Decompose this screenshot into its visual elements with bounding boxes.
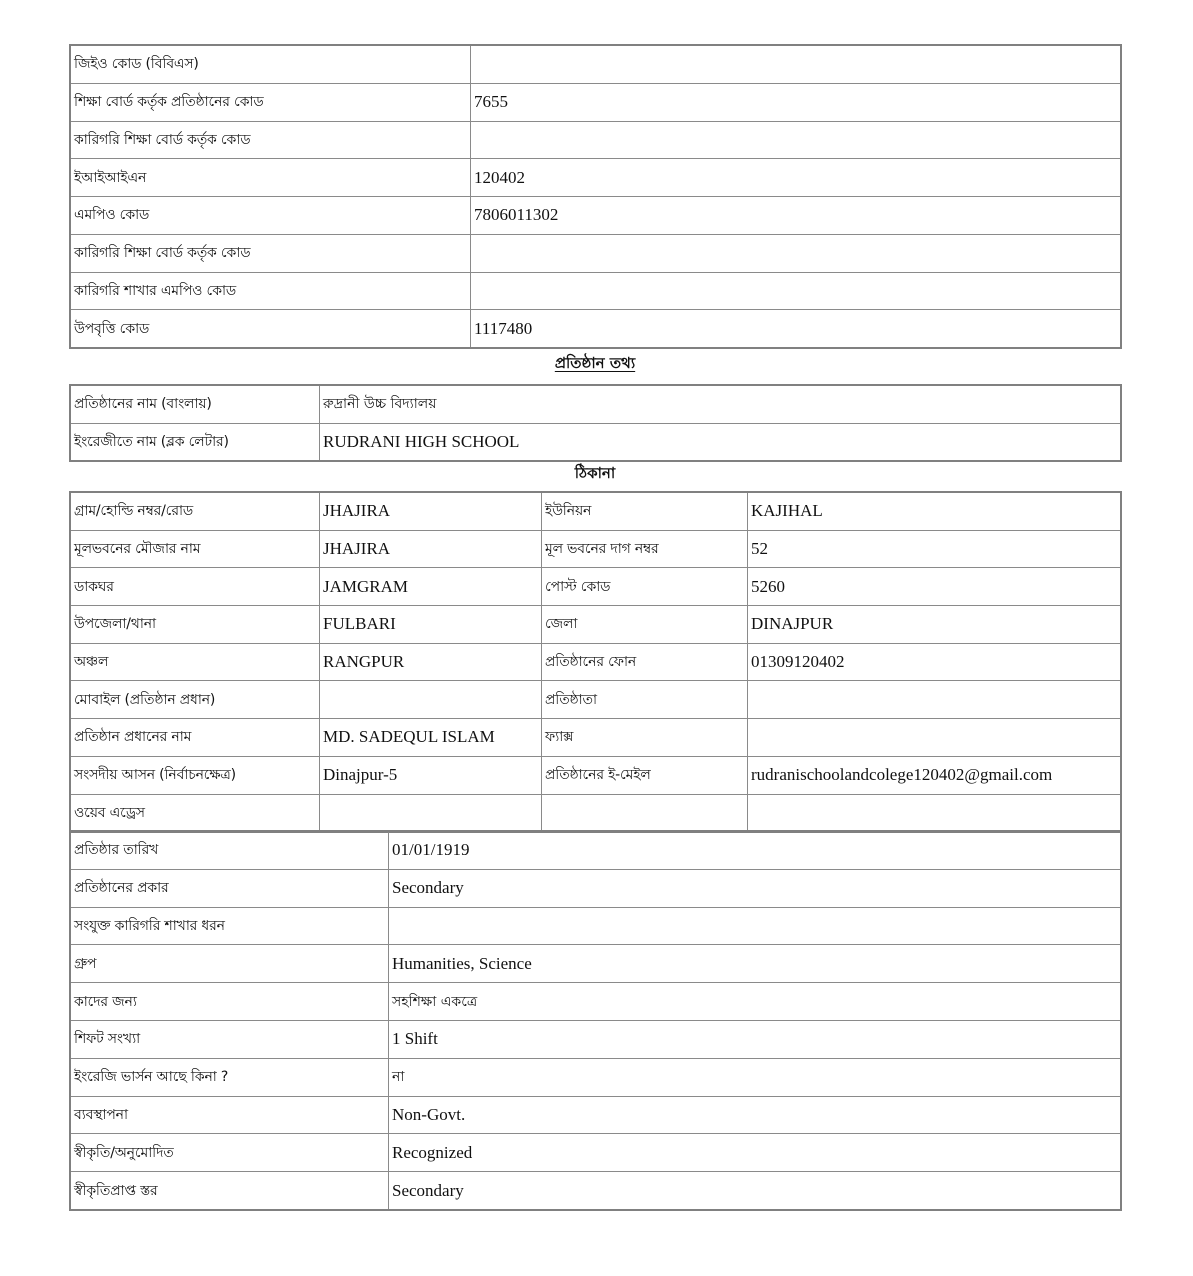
established-date-value: 01/01/1919 [389,832,1121,870]
group-value: Humanities, Science [389,945,1121,983]
eiin-value: 120402 [471,159,1121,197]
post-office-label: ডাকঘর [71,568,320,606]
constituency-value: Dinajpur-5 [320,756,542,794]
phone-value: 01309120402 [748,643,1121,681]
stipend-code-value: 1117480 [471,310,1121,348]
for-whom-label: কাদের জন্য [71,983,389,1021]
dag-number-label: মূল ভবনের দাগ নম্বর [542,530,748,568]
management-value: Non-Govt. [389,1096,1121,1134]
recognized-level-value: Secondary [389,1172,1121,1210]
table-row [71,568,1121,606]
table-row [71,83,1121,121]
founder-value [748,681,1121,719]
geo-code-label: জিইও কোড (বিবিএস) [71,46,471,84]
for-whom-value: সহশিক্ষা একত্রে [389,983,1121,1021]
table-row [71,719,1121,757]
empty-value [748,794,1121,832]
eiin-label: ইআইআইএন [71,159,471,197]
constituency-label: সংসদীয় আসন (নির্বাচনক্ষেত্র) [71,756,320,794]
technical-branch-type-value [389,907,1121,945]
name-english-label: ইংরেজীতে নাম (ব্লক লেটার) [71,423,320,461]
table-row [71,1058,1121,1096]
established-date-label: প্রতিষ্ঠার তারিখ [71,832,389,870]
mpo-code-label: এমপিও কোড [71,197,471,235]
table-row [71,46,1121,84]
institution-info-heading [70,352,1120,377]
board-code-label: শিক্ষা বোর্ড কর্তৃক প্রতিষ্ঠানের কোড [71,83,471,121]
shift-count-label: শিফট সংখ্যা [71,1020,389,1058]
post-code-label: পোস্ট কোড [542,568,748,606]
email-label: প্রতিষ্ঠানের ই-মেইল [542,756,748,794]
table-row [71,1020,1121,1058]
table-row [71,121,1121,159]
table-row [71,423,1121,461]
district-label: জেলা [542,606,748,644]
geo-code-value [471,46,1121,84]
table-row [71,493,1121,531]
head-mobile-label: মোবাইল (প্রতিষ্ঠান প্রধান) [71,681,320,719]
mouza-value: JHAJIRA [320,530,542,568]
technical-board-code-value-2 [471,234,1121,272]
mpo-code-value: 7806011302 [471,197,1121,235]
address-heading [70,462,1120,487]
phone-label: প্রতিষ্ঠানের ফোন [542,643,748,681]
english-version-value: না [389,1058,1121,1096]
post-code-value: 5260 [748,568,1121,606]
founder-label: প্রতিষ্ঠাতা [542,681,748,719]
upazila-value: FULBARI [320,606,542,644]
institution-type-label: প্রতিষ্ঠানের প্রকার [71,869,389,907]
table-row [71,1134,1121,1172]
group-label: গ্রুপ [71,945,389,983]
institution-info-table [70,385,1121,461]
table-row [71,1096,1121,1134]
english-version-label: ইংরেজি ভার্সন আছে কিনা ? [71,1058,389,1096]
shift-count-value: 1 Shift [389,1020,1121,1058]
union-value: KAJIHAL [748,493,1121,531]
table-row [71,197,1121,235]
name-bangla-value: রুদ্রানী উচ্চ বিদ্যালয় [320,386,1121,424]
recognition-value: Recognized [389,1134,1121,1172]
table-row [71,606,1121,644]
name-english-value: RUDRANI HIGH SCHOOL [320,423,1121,461]
technical-board-code-label-2: কারিগরি শিক্ষা বোর্ড কর্তৃক কোড [71,234,471,272]
table-row [71,643,1121,681]
table-row [71,869,1121,907]
region-label: অঞ্চল [71,643,320,681]
web-address-label: ওয়েব এড্রেস [71,794,320,832]
post-office-value: JAMGRAM [320,568,542,606]
stipend-code-label: উপবৃত্তি কোড [71,310,471,348]
empty-label [542,794,748,832]
head-name-value: MD. SADEQUL ISLAM [320,719,542,757]
union-label: ইউনিয়ন [542,493,748,531]
technical-board-code-value [471,121,1121,159]
technical-board-code-label: কারিগরি শিক্ষা বোর্ড কর্তৃক কোড [71,121,471,159]
codes-table [70,45,1121,348]
management-label: ব্যবস্থাপনা [71,1096,389,1134]
table-row [71,832,1121,870]
dag-number-value: 52 [748,530,1121,568]
head-mobile-value [320,681,542,719]
board-code-value: 7655 [471,83,1121,121]
name-bangla-label: প্রতিষ্ঠানের নাম (বাংলায়) [71,386,320,424]
table-row [71,1172,1121,1210]
table-row [71,983,1121,1021]
address-table [70,492,1121,832]
head-name-label: প্রতিষ্ঠান প্রধানের নাম [71,719,320,757]
email-value: rudranischoolandcolege120402@gmail.com [748,756,1121,794]
village-label: গ্রাম/হোল্ডি নম্বর/রোড [71,493,320,531]
table-row [71,756,1121,794]
institution-type-value: Secondary [389,869,1121,907]
details-table [70,831,1121,1210]
upazila-label: উপজেলা/থানা [71,606,320,644]
fax-value [748,719,1121,757]
table-row [71,310,1121,348]
table-row [71,681,1121,719]
village-value: JHAJIRA [320,493,542,531]
table-row [71,907,1121,945]
table-row [71,159,1121,197]
region-value: RANGPUR [320,643,542,681]
recognition-label: স্বীকৃতি/অনুমোদিত [71,1134,389,1172]
web-address-value [320,794,542,832]
institution-info-heading-text: প্রতিষ্ঠান তথ্য [554,354,636,372]
table-row [71,794,1121,832]
address-heading-text: ঠিকানা [574,464,616,482]
table-row [71,945,1121,983]
technical-mpo-code-label: কারিগরি শাখার এমপিও কোড [71,272,471,310]
table-row [71,386,1121,424]
table-row [71,272,1121,310]
technical-branch-type-label: সংযুক্ত কারিগরি শাখার ধরন [71,907,389,945]
fax-label: ফ্যাক্স [542,719,748,757]
district-value: DINAJPUR [748,606,1121,644]
mouza-label: মূলভবনের মৌজার নাম [71,530,320,568]
table-row [71,530,1121,568]
table-row [71,234,1121,272]
technical-mpo-code-value [471,272,1121,310]
recognized-level-label: স্বীকৃতিপ্রাপ্ত স্তর [71,1172,389,1210]
